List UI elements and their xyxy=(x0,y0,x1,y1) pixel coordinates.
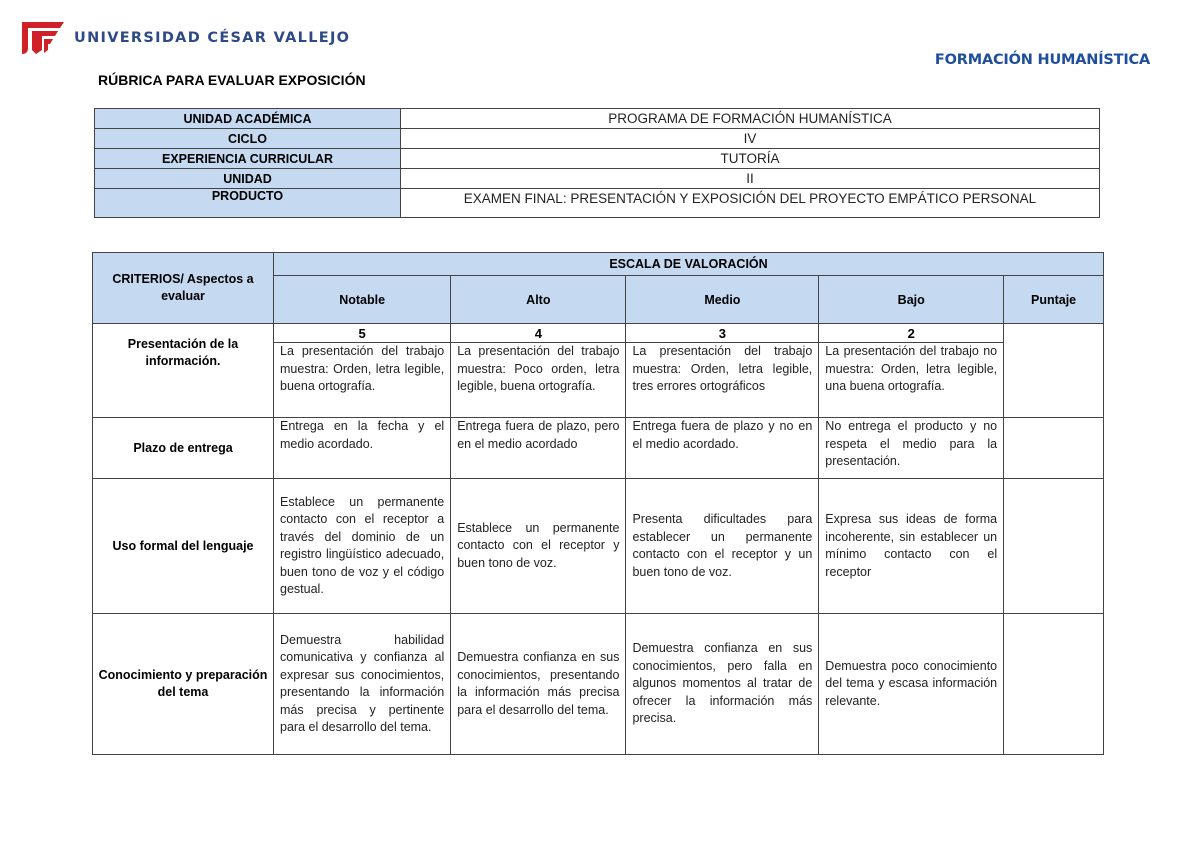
descriptor-cell: Demuestra confianza en sus conocimientos, pero falla en algunos momentos al tratar de ofrecer la información más precisa. xyxy=(626,614,819,755)
rubric-table xyxy=(92,252,1104,755)
info-label: UNIDAD xyxy=(95,169,401,189)
descriptor-cell: Presenta dificultades para establecer un permanente contacto con el receptor y un buen tono de voz. xyxy=(626,479,819,614)
info-row xyxy=(95,169,1100,189)
descriptor-cell: La presentación del trabajo no muestra: Orden, letra legible, una buena ortografía. xyxy=(819,343,1004,418)
info-value: PROGRAMA DE FORMACIÓN HUMANÍSTICA xyxy=(401,109,1100,129)
score-medio: 3 xyxy=(626,324,819,343)
page-title: RÚBRICA PARA EVALUAR EXPOSICIÓN xyxy=(98,72,366,88)
descriptor-cell: Establece un permanente contacto con el receptor a través del dominio de un registro lingüístico adecuado, buen tono de voz y el código gestual. xyxy=(274,479,451,614)
descriptor-cell: No entrega el producto y no respeta el medio para la presentación. xyxy=(819,418,1004,479)
descriptor-cell: La presentación del trabajo muestra: Orden, letra legible, buena ortografía. xyxy=(274,343,451,418)
criterion-label: Uso formal del lenguaje xyxy=(93,479,274,614)
info-row xyxy=(95,109,1100,129)
info-row xyxy=(95,189,1100,218)
university-logo xyxy=(20,20,350,56)
criterion-label: Plazo de entrega xyxy=(93,418,274,479)
score-cell[interactable] xyxy=(1004,479,1104,614)
scale-header: ESCALA DE VALORACIÓN xyxy=(274,253,1104,276)
info-value: IV xyxy=(401,129,1100,149)
score-cell[interactable] xyxy=(1004,614,1104,755)
score-alto: 4 xyxy=(451,324,626,343)
level-notable: Notable xyxy=(274,276,451,324)
score-bajo: 2 xyxy=(819,324,1004,343)
ucv-shield-icon xyxy=(20,20,66,56)
criteria-header: CRITERIOS/ Aspectos a evaluar xyxy=(93,253,274,324)
descriptor-cell: Expresa sus ideas de forma incoherente, sin establecer un mínimo contacto con el receptor xyxy=(819,479,1004,614)
score-cell[interactable] xyxy=(1004,418,1104,479)
level-puntaje: Puntaje xyxy=(1004,276,1104,324)
criterion-label: Presentación de la información. xyxy=(93,324,274,418)
info-table xyxy=(94,108,1100,218)
info-value: TUTORÍA xyxy=(401,149,1100,169)
descriptor-cell: Demuestra poco conocimiento del tema y escasa información relevante. xyxy=(819,614,1004,755)
info-value: II xyxy=(401,169,1100,189)
score-notable: 5 xyxy=(274,324,451,343)
info-label: UNIDAD ACADÉMICA xyxy=(95,109,401,129)
descriptor-cell: La presentación del trabajo muestra: Poco orden, letra legible, buena ortografía. xyxy=(451,343,626,418)
area-title: FORMACIÓN HUMANÍSTICA xyxy=(934,52,1150,68)
info-label: CICLO xyxy=(95,129,401,149)
descriptor-cell: Entrega en la fecha y el medio acordado. xyxy=(274,418,451,479)
info-value: EXAMEN FINAL: PRESENTACIÓN Y EXPOSICIÓN DEL PROYECTO EMPÁTICO PERSONAL xyxy=(401,189,1100,218)
info-label: EXPERIENCIA CURRICULAR xyxy=(95,149,401,169)
descriptor-cell: Entrega fuera de plazo y no en el medio acordado. xyxy=(626,418,819,479)
level-alto: Alto xyxy=(451,276,626,324)
score-cell[interactable] xyxy=(1004,324,1104,418)
descriptor-cell: Demuestra habilidad comunicativa y confianza al expresar sus conocimientos, presentando la información más precisa y pertinente para el desarrollo del tema. xyxy=(274,614,451,755)
descriptor-cell: Demuestra confianza en sus conocimientos, presentando la información más precisa para el desarrollo del tema. xyxy=(451,614,626,755)
descriptor-cell: Entrega fuera de plazo, pero en el medio acordado xyxy=(451,418,626,479)
info-row xyxy=(95,149,1100,169)
level-bajo: Bajo xyxy=(819,276,1004,324)
descriptor-cell: La presentación del trabajo muestra: Orden, letra legible, tres errores ortográficos xyxy=(626,343,819,418)
criterion-label: Conocimiento y preparación del tema xyxy=(93,614,274,755)
descriptor-cell: Establece un permanente contacto con el receptor y buen tono de voz. xyxy=(451,479,626,614)
info-row xyxy=(95,129,1100,149)
info-label: PRODUCTO xyxy=(95,189,401,218)
level-medio: Medio xyxy=(626,276,819,324)
university-name: UNIVERSIDAD CÉSAR VALLEJO xyxy=(74,30,351,46)
